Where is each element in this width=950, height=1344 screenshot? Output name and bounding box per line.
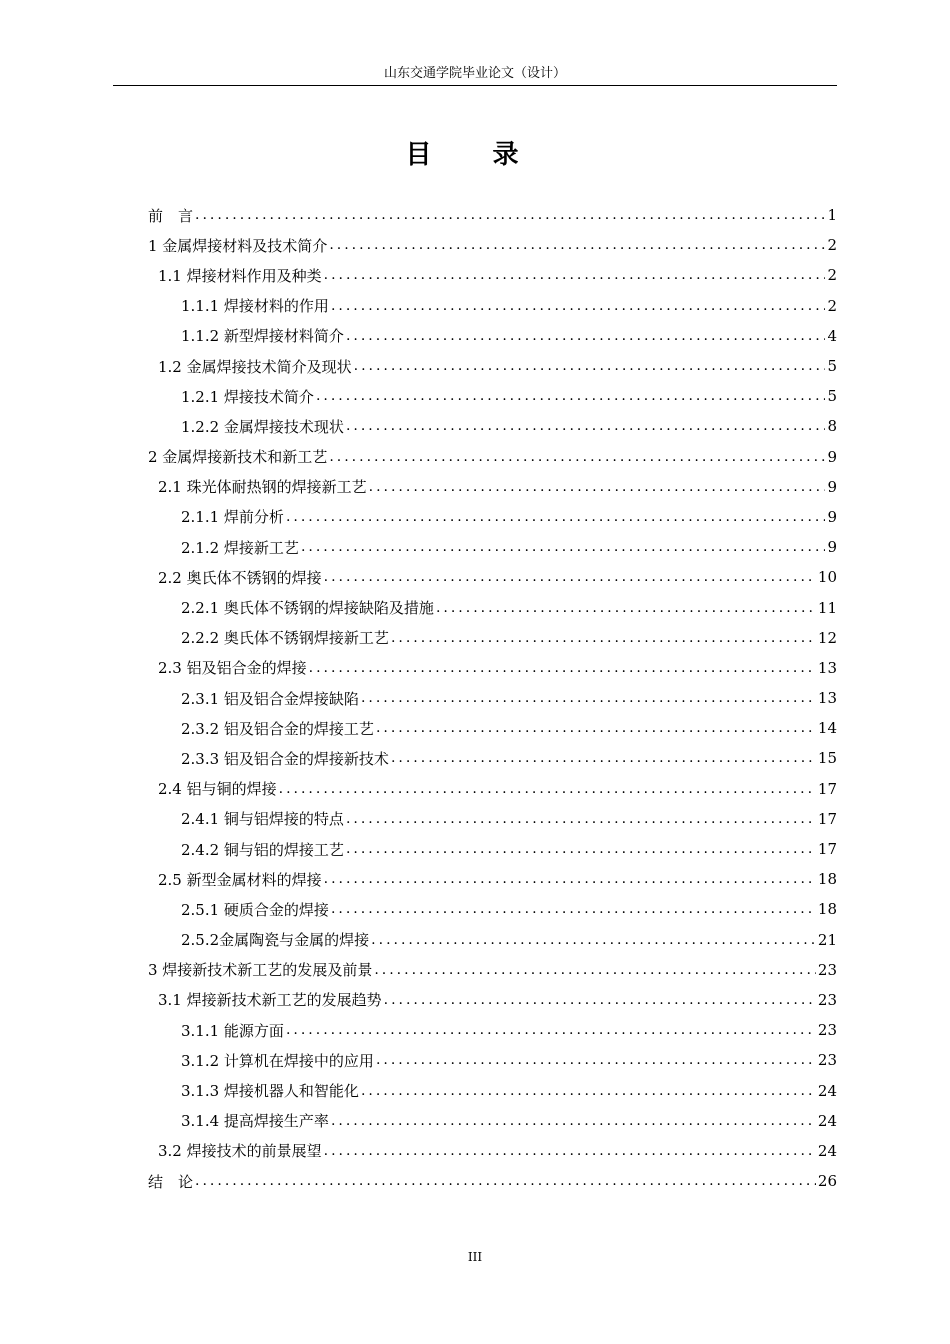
toc-entry[interactable] — [148, 592, 837, 622]
toc-entry-page: 23 — [817, 1051, 837, 1070]
toc-leader-dots — [354, 358, 825, 374]
toc-leader-dots — [301, 539, 825, 555]
toc-entry-page: 23 — [817, 990, 837, 1009]
toc-entry-label: 2.3.2 铝及铝合金的焊接工艺 — [181, 719, 374, 738]
toc-entry[interactable] — [148, 321, 837, 351]
toc-entry[interactable] — [148, 804, 837, 834]
toc-entry-page: 12 — [817, 628, 837, 647]
toc-entry-label: 1.1.2 新型焊接材料简介 — [181, 327, 344, 346]
toc-entry[interactable] — [148, 834, 837, 864]
toc-leader-dots — [361, 1083, 816, 1099]
toc-entry[interactable] — [148, 774, 837, 804]
toc-entry-label: 2.2.1 奥氏体不锈钢的焊接缺陷及措施 — [181, 599, 434, 618]
toc-leader-dots — [329, 237, 825, 253]
toc-entry-page: 21 — [817, 930, 837, 949]
toc-entry-page: 17 — [817, 779, 837, 798]
toc-entry-page: 24 — [817, 1081, 837, 1100]
page-number: III — [467, 1250, 483, 1264]
toc-entry[interactable] — [148, 623, 837, 653]
toc-entry-page: 13 — [817, 658, 837, 677]
toc-entry[interactable] — [148, 351, 837, 381]
toc-entry-label: 3.1 焊接新技术新工艺的发展趋势 — [158, 991, 382, 1010]
toc-entry-label: 2.3 铝及铝合金的焊接 — [158, 659, 307, 678]
toc-entry-page: 5 — [827, 387, 837, 406]
toc-entry[interactable] — [148, 1075, 837, 1105]
toc-leader-dots — [195, 207, 825, 223]
toc-leader-dots — [346, 841, 816, 857]
toc-entry-page: 11 — [817, 598, 837, 617]
toc-entry-label: 2.2.2 奥氏体不锈钢焊接新工艺 — [181, 629, 389, 648]
toc-leader-dots — [436, 600, 816, 616]
toc-leader-dots — [195, 1173, 816, 1189]
toc-leader-dots — [316, 388, 825, 404]
toc-entry[interactable] — [148, 1015, 837, 1045]
toc-entry[interactable] — [148, 864, 837, 894]
toc-entry-page: 14 — [817, 719, 837, 738]
toc-entry[interactable] — [148, 200, 837, 230]
toc-entry[interactable] — [148, 925, 837, 955]
toc-entry-page: 23 — [817, 960, 837, 979]
toc-entry-page: 5 — [827, 357, 837, 376]
toc-entry-page: 17 — [817, 840, 837, 859]
toc-entry-page: 9 — [827, 538, 837, 557]
toc-entry[interactable] — [148, 472, 837, 502]
toc-entry-label: 3.2 焊接技术的前景展望 — [158, 1142, 322, 1161]
toc-entry-label: 2.5.1 硬质合金的焊接 — [181, 900, 329, 919]
toc-entry-page: 23 — [817, 1021, 837, 1040]
toc-entry[interactable] — [148, 381, 837, 411]
toc-leader-dots — [391, 750, 816, 766]
toc-leader-dots — [324, 1143, 816, 1159]
toc-entry-page: 9 — [827, 447, 837, 466]
toc-entry[interactable] — [148, 442, 837, 472]
toc-entry-label: 2.3.1 铝及铝合金焊接缺陷 — [181, 689, 359, 708]
table-of-contents — [148, 200, 837, 1196]
toc-entry-page: 15 — [817, 749, 837, 768]
toc-entry[interactable] — [148, 985, 837, 1015]
toc-entry-label: 2.1.2 焊接新工艺 — [181, 538, 299, 557]
toc-entry-label: 3.1.1 能源方面 — [181, 1021, 284, 1040]
toc-leader-dots — [331, 901, 816, 917]
toc-entry-label: 3.1.2 计算机在焊接中的应用 — [181, 1051, 374, 1070]
toc-entry[interactable] — [148, 411, 837, 441]
toc-leader-dots — [286, 509, 825, 525]
toc-entry-page: 13 — [817, 689, 837, 708]
toc-leader-dots — [346, 811, 816, 827]
toc-entry-label: 1.2 金属焊接技术简介及现状 — [158, 357, 352, 376]
toc-entry-page: 4 — [827, 326, 837, 345]
toc-leader-dots — [346, 418, 825, 434]
toc-entry[interactable] — [148, 955, 837, 985]
toc-entry-label: 1.1 焊接材料作用及种类 — [158, 266, 322, 285]
toc-leader-dots — [374, 962, 816, 978]
toc-leader-dots — [286, 1022, 816, 1038]
toc-entry[interactable] — [148, 260, 837, 290]
toc-entry-page: 2 — [827, 266, 837, 285]
toc-leader-dots — [376, 1052, 816, 1068]
toc-entry-label: 3.1.4 提高焊接生产率 — [181, 1112, 329, 1131]
toc-leader-dots — [331, 298, 825, 314]
toc-leader-dots — [376, 720, 816, 736]
toc-leader-dots — [384, 992, 816, 1008]
toc-entry-page: 24 — [817, 1141, 837, 1160]
toc-entry-label: 1.1.1 焊接材料的作用 — [181, 297, 329, 316]
toc-entry[interactable] — [148, 291, 837, 321]
toc-entry[interactable] — [148, 1106, 837, 1136]
toc-leader-dots — [279, 781, 816, 797]
toc-leader-dots — [324, 267, 825, 283]
toc-entry-label: 2 金属焊接新技术和新工艺 — [148, 448, 328, 467]
toc-entry-label: 1 金属焊接材料及技术简介 — [148, 236, 328, 255]
toc-entry-page: 2 — [827, 296, 837, 315]
toc-leader-dots — [369, 479, 825, 495]
toc-entry-page: 18 — [817, 870, 837, 889]
toc-entry-label: 2.2 奥氏体不锈钢的焊接 — [158, 568, 322, 587]
toc-entry-label: 2.5.2金属陶瓷与金属的焊接 — [181, 931, 370, 950]
toc-entry-label: 2.5 新型金属材料的焊接 — [158, 870, 322, 889]
toc-entry-label: 2.3.3 铝及铝合金的焊接新技术 — [181, 749, 389, 768]
running-header: 山东交通学院毕业论文（设计） — [113, 63, 837, 86]
toc-entry-label: 3.1.3 焊接机器人和智能化 — [181, 1082, 359, 1101]
toc-leader-dots — [346, 328, 825, 344]
toc-entry-label: 2.1.1 焊前分析 — [181, 508, 284, 527]
toc-leader-dots — [371, 932, 816, 948]
toc-entry[interactable] — [148, 1136, 837, 1166]
toc-entry-label: 前 言 — [148, 206, 194, 225]
toc-entry-page: 1 — [827, 206, 837, 225]
toc-leader-dots — [361, 690, 816, 706]
page-title: 目 录 — [405, 140, 545, 170]
toc-entry-page: 10 — [817, 568, 837, 587]
toc-leader-dots — [324, 569, 816, 585]
toc-entry-label: 2.4.2 铜与铝的焊接工艺 — [181, 840, 344, 859]
toc-entry-page: 9 — [827, 477, 837, 496]
toc-entry-page: 18 — [817, 900, 837, 919]
toc-leader-dots — [324, 871, 816, 887]
toc-entry-label: 1.2.2 金属焊接技术现状 — [181, 417, 344, 436]
toc-entry[interactable] — [148, 532, 837, 562]
toc-entry-label: 3 焊接新技术新工艺的发展及前景 — [148, 961, 373, 980]
toc-entry-page: 2 — [827, 236, 837, 255]
toc-entry[interactable] — [148, 653, 837, 683]
toc-entry-label: 2.4 铝与铜的焊接 — [158, 780, 277, 799]
toc-entry[interactable] — [148, 502, 837, 532]
toc-entry-page: 9 — [827, 507, 837, 526]
toc-entry-page: 8 — [827, 417, 837, 436]
toc-entry[interactable] — [148, 1045, 837, 1075]
toc-entry[interactable] — [148, 230, 837, 260]
toc-entry[interactable] — [148, 683, 837, 713]
toc-leader-dots — [331, 1113, 816, 1129]
toc-leader-dots — [309, 660, 816, 676]
toc-entry-label: 2.1 珠光体耐热钢的焊接新工艺 — [158, 478, 367, 497]
toc-entry[interactable] — [148, 1166, 837, 1196]
toc-leader-dots — [391, 630, 816, 646]
toc-entry-label: 结 论 — [148, 1172, 194, 1191]
toc-entry[interactable] — [148, 562, 837, 592]
toc-leader-dots — [329, 449, 825, 465]
toc-entry-label: 2.4.1 铜与铝焊接的特点 — [181, 810, 344, 829]
toc-entry-page: 24 — [817, 1111, 837, 1130]
toc-entry[interactable] — [148, 894, 837, 924]
toc-entry-page: 26 — [817, 1172, 837, 1191]
toc-entry-page: 17 — [817, 809, 837, 828]
toc-entry[interactable] — [148, 713, 837, 743]
toc-entry[interactable] — [148, 743, 837, 773]
toc-entry-label: 1.2.1 焊接技术简介 — [181, 387, 314, 406]
